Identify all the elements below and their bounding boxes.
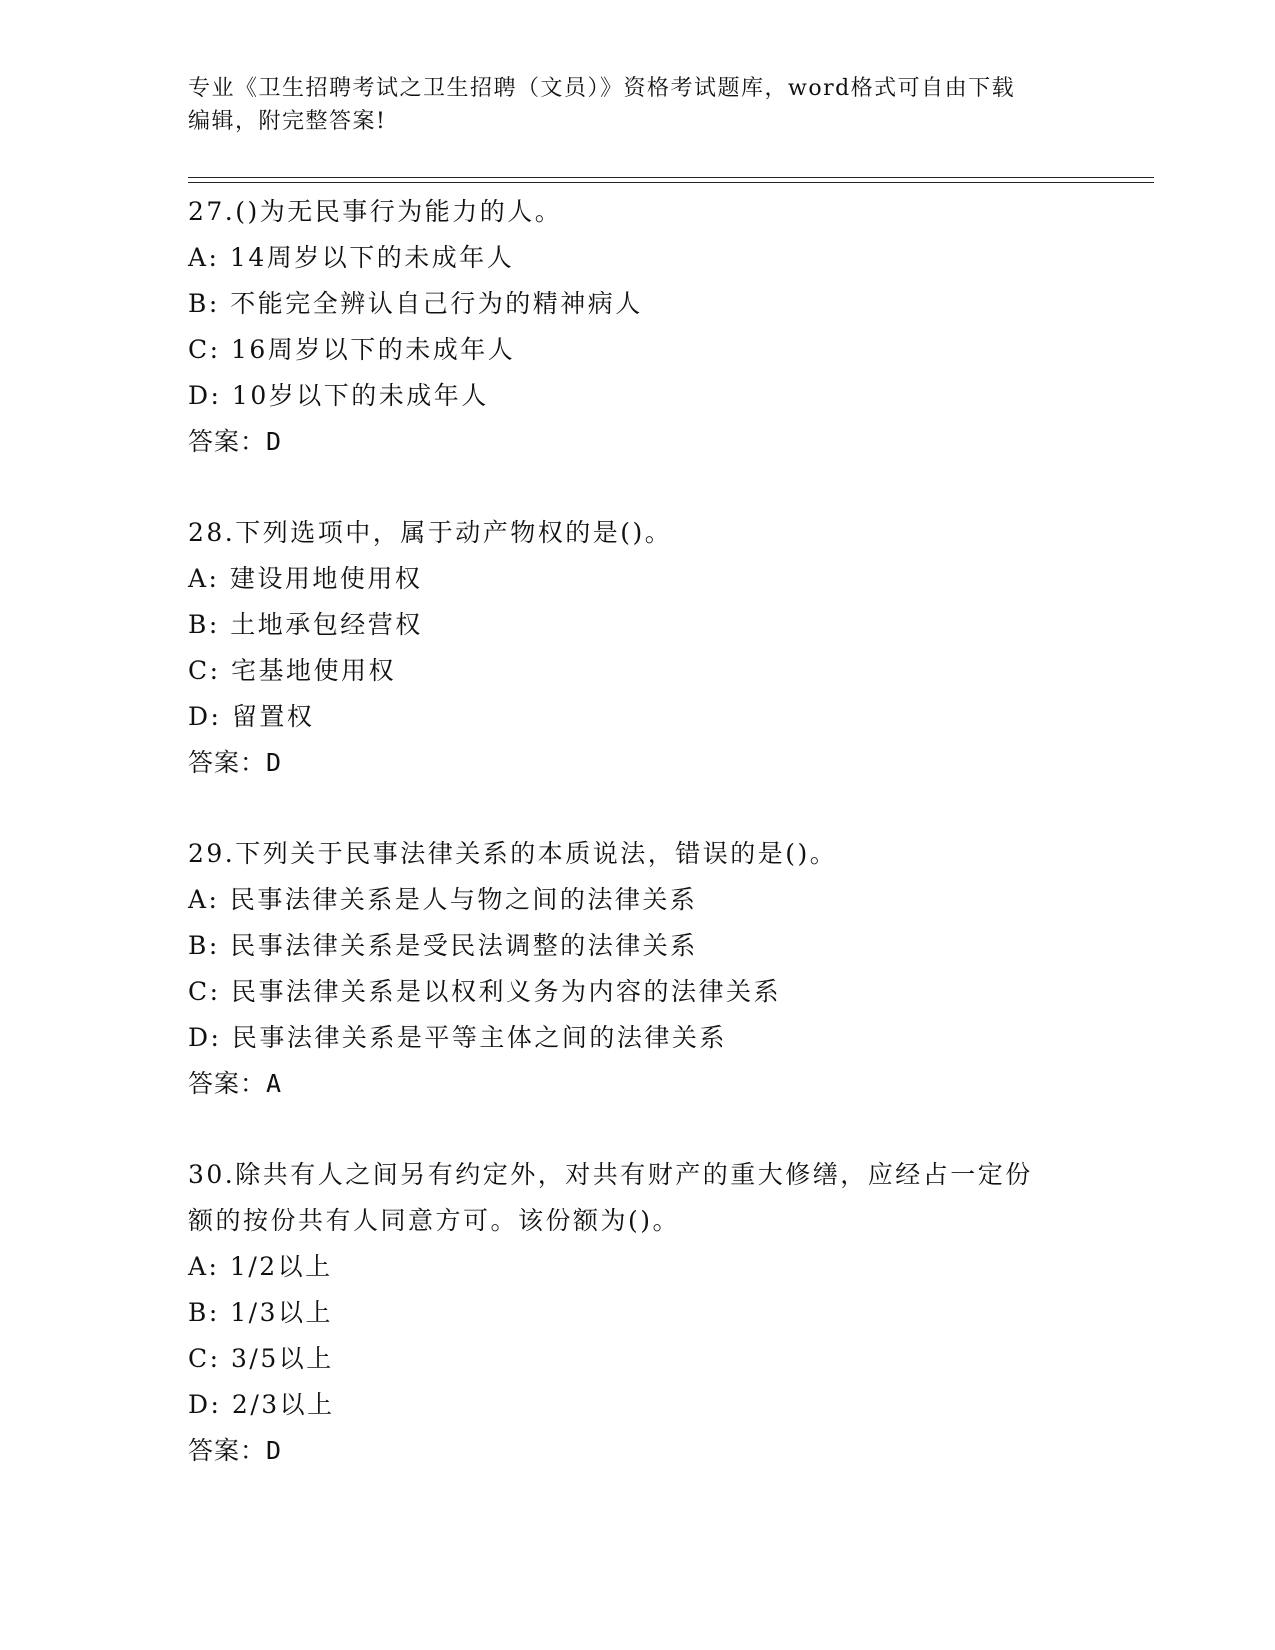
question-29 (188, 831, 1088, 1107)
option-d: D: 10岁以下的未成年人 (188, 381, 489, 410)
answer-value: D (266, 748, 283, 777)
answer-value: D (266, 427, 283, 456)
answer-line (188, 419, 1088, 465)
answer-line (188, 1428, 1088, 1474)
option-a: A: 1/2以上 (188, 1252, 333, 1281)
question-stem-line-2: 额的按份共有人同意方可。该份额为()。 (188, 1206, 681, 1235)
option-d: D: 民事法律关系是平等主体之间的法律关系 (188, 1023, 727, 1052)
question-stem: 29.下列关于民事法律关系的本质说法，错误的是()。 (188, 839, 838, 868)
answer-line (188, 740, 1088, 786)
answer-label: 答案： (188, 427, 267, 456)
header-divider-top (188, 177, 1154, 178)
option-b: B: 1/3以上 (188, 1298, 333, 1327)
option-a: A: 14周岁以下的未成年人 (188, 243, 515, 272)
answer-value: D (266, 1436, 283, 1465)
option-b: B: 不能完全辨认自己行为的精神病人 (188, 289, 643, 318)
header-divider-bottom (188, 182, 1154, 183)
option-a: A: 民事法律关系是人与物之间的法律关系 (188, 885, 698, 914)
question-stem-line-1: 30.除共有人之间另有约定外，对共有财产的重大修缮，应经占一定份 (188, 1160, 1033, 1189)
answer-label: 答案： (188, 1069, 267, 1098)
option-a: A: 建设用地使用权 (188, 564, 423, 593)
answer-value: A (266, 1069, 283, 1098)
answer-line (188, 1061, 1088, 1107)
question-27 (188, 189, 1088, 465)
option-d: D: 留置权 (188, 702, 315, 731)
header-line-2: 编辑，附完整答案! (188, 109, 387, 134)
question-stem: 27.()为无民事行为能力的人。 (188, 197, 563, 226)
answer-label: 答案： (188, 748, 267, 777)
option-c: C: 民事法律关系是以权利义务为内容的法律关系 (188, 977, 781, 1006)
document-header (188, 72, 1088, 138)
question-list (188, 189, 1088, 1519)
option-c: C: 3/5以上 (188, 1344, 334, 1373)
option-b: B: 民事法律关系是受民法调整的法律关系 (188, 931, 698, 960)
header-line-1: 专业《卫生招聘考试之卫生招聘（文员）》资格考试题库，word格式可自由下载 (188, 76, 1016, 101)
option-c: C: 宅基地使用权 (188, 656, 396, 685)
question-28 (188, 510, 1088, 786)
answer-label: 答案： (188, 1436, 267, 1465)
question-stem: 28.下列选项中，属于动产物权的是()。 (188, 518, 673, 547)
option-b: B: 土地承包经营权 (188, 610, 423, 639)
question-30 (188, 1152, 1088, 1474)
option-d: D: 2/3以上 (188, 1390, 335, 1419)
option-c: C: 16周岁以下的未成年人 (188, 335, 516, 364)
